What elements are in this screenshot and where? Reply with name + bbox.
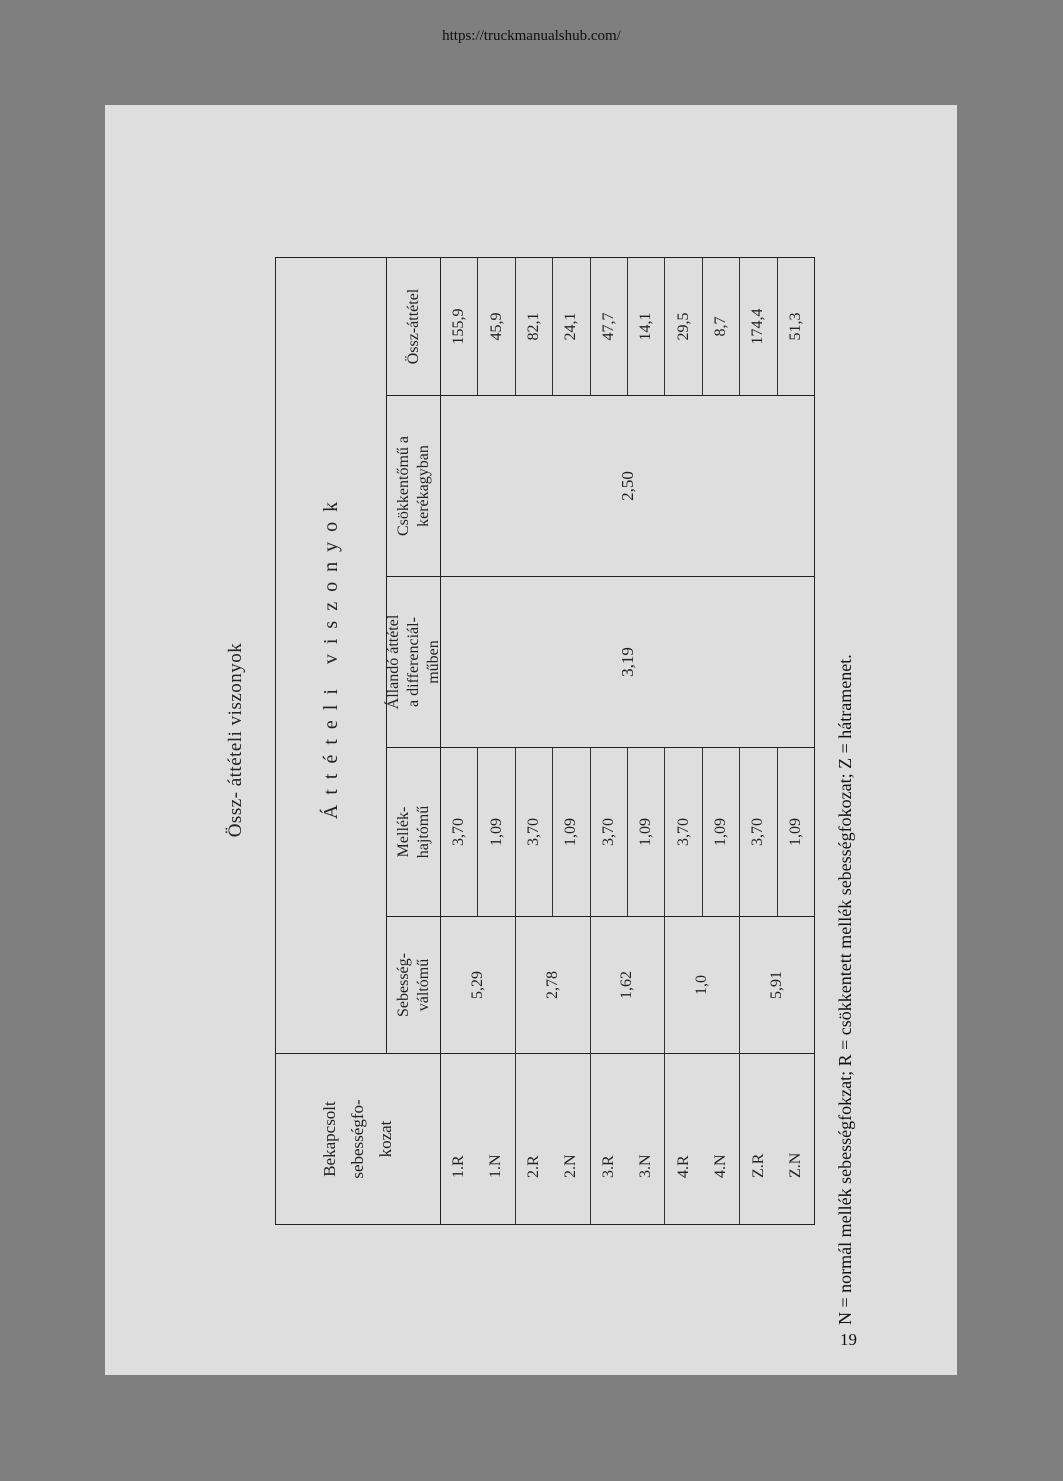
ratios-body bbox=[384, 258, 814, 1053]
gear-cell: Z.R bbox=[749, 1153, 767, 1178]
gear-cell: 4.N bbox=[702, 1054, 740, 1224]
subheader-line: váltómű bbox=[414, 958, 432, 1012]
mellek-cell: 3,70 bbox=[591, 748, 628, 916]
subheader-line: kerékagyban bbox=[414, 445, 432, 527]
value-columns bbox=[441, 258, 814, 1053]
gear-cell: Z.N bbox=[786, 1152, 804, 1178]
ossz-cell: 45,9 bbox=[478, 258, 515, 395]
subheader-line: Csökkentőmű a bbox=[394, 436, 412, 536]
subheader-ossz bbox=[387, 258, 441, 395]
gear-column bbox=[276, 1053, 814, 1224]
mellek-cell: 1,09 bbox=[478, 748, 515, 916]
gear-cell: 2.N bbox=[553, 1054, 591, 1224]
mellek-cell: 3,70 bbox=[441, 748, 478, 916]
allando-column bbox=[441, 576, 814, 747]
subheader-sebessegvalto bbox=[387, 916, 441, 1053]
mellek-cell: 1,09 bbox=[786, 818, 804, 846]
ratios-area bbox=[276, 258, 814, 1053]
sub-header-row bbox=[384, 258, 442, 1053]
sebessegvalto-column bbox=[441, 916, 814, 1053]
table-title: Össz- áttételi viszonyok bbox=[225, 642, 246, 838]
ossz-cell: 155,9 bbox=[441, 258, 478, 395]
gear-cell: 4.R bbox=[674, 1155, 692, 1178]
gear-header-line: Bekapcsolt bbox=[320, 1101, 339, 1177]
page-number: 19 bbox=[840, 1330, 857, 1349]
gear-cell: 3.N bbox=[628, 1054, 666, 1224]
allando-value: 3,19 bbox=[617, 647, 637, 677]
mellek-cell: 1,09 bbox=[553, 748, 590, 916]
scanned-page bbox=[105, 105, 957, 1375]
ratios-super-header: Áttételi viszonyok bbox=[276, 258, 387, 1053]
csokkento-value: 2,50 bbox=[617, 471, 637, 501]
ossz-cell: 14,1 bbox=[628, 258, 665, 395]
ossz-cell: 24,1 bbox=[553, 258, 590, 395]
footnote: N = normál mellék sebességfokzat; R = csökkentett mellék sebességfokozat; Z = hátramenet. bbox=[835, 654, 855, 1325]
mellekhajtomu-column bbox=[441, 747, 814, 916]
csokkento-column bbox=[441, 395, 814, 576]
ossz-cell: 174,4 bbox=[740, 258, 777, 395]
gear-header bbox=[276, 1054, 441, 1224]
subheader-csokkento bbox=[387, 395, 441, 576]
sebessegvalto-cell: 2,78 bbox=[516, 917, 591, 1053]
mellek-cell: 3,70 bbox=[740, 748, 777, 916]
subheader-line: Mellék- bbox=[394, 806, 412, 858]
mellek-cell: 3,70 bbox=[516, 748, 553, 916]
subheader-line: műben bbox=[424, 640, 442, 684]
subheader-line: Állandó áttétel bbox=[384, 614, 402, 710]
subheader-line: hajtómű bbox=[414, 805, 432, 859]
gear-cell: 3.R bbox=[600, 1155, 618, 1178]
sebessegvalto-cell: 1,0 bbox=[665, 917, 740, 1053]
ossz-cell: 8,7 bbox=[703, 258, 740, 395]
ossz-cell: 82,1 bbox=[516, 258, 553, 395]
subheader-line: Össz-áttétel bbox=[404, 288, 422, 365]
sebessegvalto-cell: 1,62 bbox=[591, 917, 666, 1053]
rotated-content bbox=[105, 105, 957, 1375]
gear-rows bbox=[441, 1054, 814, 1224]
gear-header-line: kozat bbox=[376, 1120, 395, 1158]
subheader-line: Sebesség- bbox=[394, 953, 412, 1017]
sebessegvalto-cell: 5,29 bbox=[441, 917, 516, 1053]
gear-cell: 1.R bbox=[450, 1155, 468, 1178]
ossz-column bbox=[441, 258, 814, 395]
gear-cell: 2.R bbox=[525, 1155, 543, 1178]
subheader-line: a differenciál- bbox=[404, 617, 422, 707]
gear-header-line: sebességfo- bbox=[348, 1099, 367, 1179]
ratio-table bbox=[275, 257, 815, 1225]
subheader-mellekhajtomu bbox=[387, 747, 441, 916]
ossz-cell: 47,7 bbox=[591, 258, 628, 395]
ossz-cell: 29,5 bbox=[665, 258, 702, 395]
mellek-cell: 3,70 bbox=[665, 748, 702, 916]
gear-cell: 1.N bbox=[478, 1054, 516, 1224]
sebessegvalto-cell: 5,91 bbox=[768, 971, 786, 999]
subheader-allando bbox=[384, 576, 442, 747]
ossz-cell: 51,3 bbox=[786, 312, 804, 341]
source-url[interactable]: https://truckmanualshub.com/ bbox=[442, 28, 621, 44]
mellek-cell: 1,09 bbox=[628, 748, 665, 916]
mellek-cell: 1,09 bbox=[703, 748, 740, 916]
